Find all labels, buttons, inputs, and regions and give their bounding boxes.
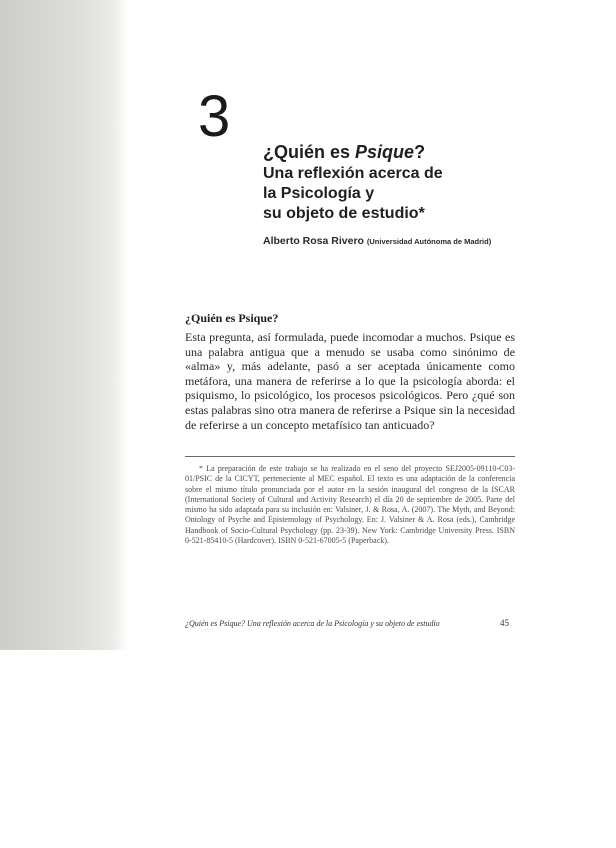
author-line	[263, 235, 491, 247]
chapter-title-line-3: la Psicología y	[263, 185, 375, 202]
page-number: 45	[500, 618, 509, 628]
title-prefix: ¿Quién es	[263, 142, 356, 162]
scan-binding-shadow	[0, 0, 130, 650]
chapter-title-line-2: Una reflexión acerca de	[263, 165, 443, 182]
footnote-divider	[185, 456, 515, 457]
author-name: Alberto Rosa Rivero	[263, 235, 364, 247]
section-heading: ¿Quién es Psique?	[185, 311, 279, 325]
running-footer-title: ¿Quién es Psique? Una reflexión acerca de la Psicología y su objeto de estudio	[185, 619, 440, 628]
chapter-title-line-1	[263, 140, 463, 164]
body-paragraph-text: Esta pregunta, así formulada, puede incomodar a muchos. Psique es una palabra antigua que a menudo se usaba como sinónimo de «alma» y, más adelante, pasó a ser aceptada únicamente como metáfora, una manera de referirse a lo que la psicología aborda: el psiquismo, lo psicológico, los procesos psicológicos. Pero ¿qué son estas palabras sino otra manera de referirse a Psique sin la necesidad de referirse a un concepto metafísico tan anticuado?	[185, 330, 515, 432]
title-suffix: ?	[414, 142, 426, 162]
chapter-number: 3	[198, 84, 231, 149]
author-affiliation: (Universidad Autónoma de Madrid)	[366, 237, 492, 246]
footnote	[185, 464, 515, 546]
body-paragraph	[185, 330, 515, 432]
chapter-title	[263, 140, 463, 224]
chapter-title-line-4: su objeto de estudio*	[263, 205, 425, 222]
footnote-text: * La preparación de este trabajo se ha realizado en el seno del proyecto SEJ2005-09110-C03-01/PSIC de la CICYT, perteneciente al MEC español. El texto es una adaptación de la conferencia sobre el mismo título pronunciada por el autor en la sesión inaugural del congreso de la ISCAR (International Society of Cultural and Activity Research) el día 20 de septiembre de 2005. Parte del mismo ha sido adaptada para su inclusión en: Valsiner, J. & Rosa, A. (2007). The Myth, and Beyond: Ontology of Psyche and Epistemology of Psychology. En: J. Valsiner & A. Rosa (eds.), Cambridge Handbook of Socio-Cultural Psychology (pp. 23-39). New York: Cambridge University Press. ISBN 0-521-85410-5 (Hardcover). ISBN 0-521-67005-5 (Paperback).	[185, 464, 515, 546]
title-emphasis: Psique	[355, 142, 415, 162]
